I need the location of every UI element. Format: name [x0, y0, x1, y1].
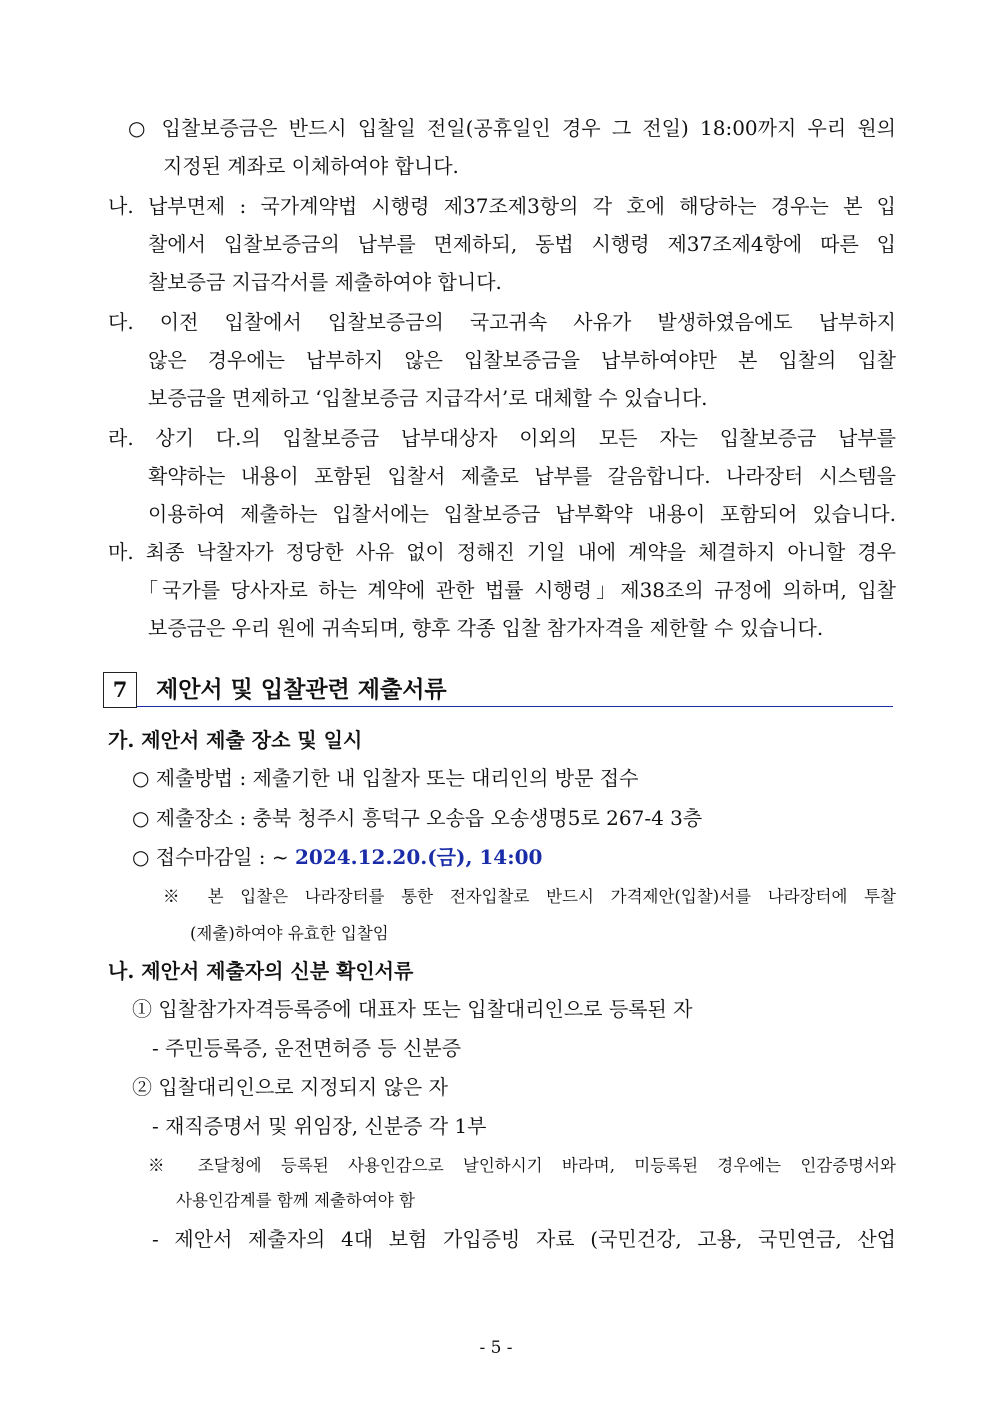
seal-note-2: 사용인감계를 함께 제출하여야 함	[176, 1191, 415, 1210]
seal-note-1: ※ 조달청에 등록된 사용인감으로 날인하시기 바라며, 미등록된 경우에는 인감증명서와	[148, 1156, 896, 1175]
submission-place: ○ 제출장소 : 충북 청주시 흥덕구 오송읍 오송생명5로 267-4 3층	[132, 806, 703, 830]
id-item-2-doc: - 재직증명서 및 위임장, 신분증 각 1부	[152, 1114, 487, 1138]
exemption-line-1: 나. 납부면제 : 국가계약법 시행령 제37조제3항의 각 호에 해당하는 경우는 본 입	[108, 194, 896, 218]
section-number: 7	[103, 672, 137, 708]
penalty-line-3: 보증금은 우리 원에 귀속되며, 향후 각종 입찰 참가자격을 제한할 수 있습니다.	[148, 616, 824, 640]
pledge-line-2: 확약하는 내용이 포함된 입찰서 제출로 납부를 갈음합니다. 나라장터 시스템을	[148, 464, 896, 488]
insurance-proof-line: - 제안서 제출자의 4대 보험 가입증빙 자료 (국민건강, 고용, 국민연금, 산업	[152, 1227, 896, 1251]
pledge-line-1: 라. 상기 다.의 입찰보증금 납부대상자 이외의 모든 자는 입찰보증금 납부를	[108, 426, 896, 450]
electronic-bid-note-2: (제출)하여야 유효한 입찰임	[190, 924, 389, 943]
exemption-line-3: 찰보증금 지급각서를 제출하여야 합니다.	[148, 270, 502, 294]
page-number: - 5 -	[479, 1338, 513, 1358]
subsection-b-heading: 나. 제안서 제출자의 신분 확인서류	[108, 959, 414, 983]
section-title-rule	[137, 706, 893, 707]
penalty-line-1: 마. 최종 낙찰자가 정당한 사유 없이 정해진 기일 내에 계약을 체결하지 아니할 경우	[108, 540, 896, 564]
electronic-bid-note-1: ※ 본 입찰은 나라장터를 통한 전자입찰로 반드시 가격제안(입찰)서를 나라장터에 투찰	[163, 887, 896, 906]
forfeiture-line-1: 다. 이전 입찰에서 입찰보증금의 국고귀속 사유가 발생하였음에도 납부하지	[108, 310, 896, 334]
subsection-a-heading: 가. 제안서 제출 장소 및 일시	[108, 728, 363, 752]
forfeiture-line-2: 않은 경우에는 납부하지 않은 입찰보증금을 납부하여야만 본 입찰의 입찰	[148, 348, 896, 372]
submission-deadline	[132, 843, 992, 871]
exemption-line-2: 찰에서 입찰보증금의 납부를 면제하되, 동법 시행령 제37조제4항에 따른 입	[148, 232, 896, 256]
id-item-2: ② 입찰대리인으로 지정되지 않은 자	[132, 1075, 448, 1099]
forfeiture-line-3: 보증금을 면제하고 ‘입찰보증금 지급각서’로 대체할 수 있습니다.	[148, 386, 708, 410]
pledge-line-3: 이용하여 제출하는 입찰서에는 입찰보증금 납부확약 내용이 포함되어 있습니다.	[148, 502, 896, 526]
deadline-value: 2024.12.20.(금), 14:00	[294, 845, 543, 869]
penalty-line-2: 「국가를 당사자로 하는 계약에 관한 법률 시행령」제38조의 규정에 의하며, 입찰	[138, 578, 896, 602]
deadline-label: ○ 접수마감일 : ~	[132, 845, 295, 869]
section-title: 제안서 및 입찰관련 제출서류	[156, 676, 447, 703]
submission-method: ○ 제출방법 : 제출기한 내 입찰자 또는 대리인의 방문 접수	[132, 766, 639, 790]
bid-deposit-deadline-line-cont: 지정된 계좌로 이체하여야 합니다.	[163, 154, 459, 178]
bid-deposit-deadline-line: ○ 입찰보증금은 반드시 입찰일 전일(공휴일인 경우 그 전일) 18:00까지 우리 원의	[128, 116, 896, 140]
id-item-1-doc: - 주민등록증, 운전면허증 등 신분증	[152, 1036, 462, 1060]
id-item-1: ① 입찰참가자격등록증에 대표자 또는 입찰대리인으로 등록된 자	[132, 997, 693, 1021]
